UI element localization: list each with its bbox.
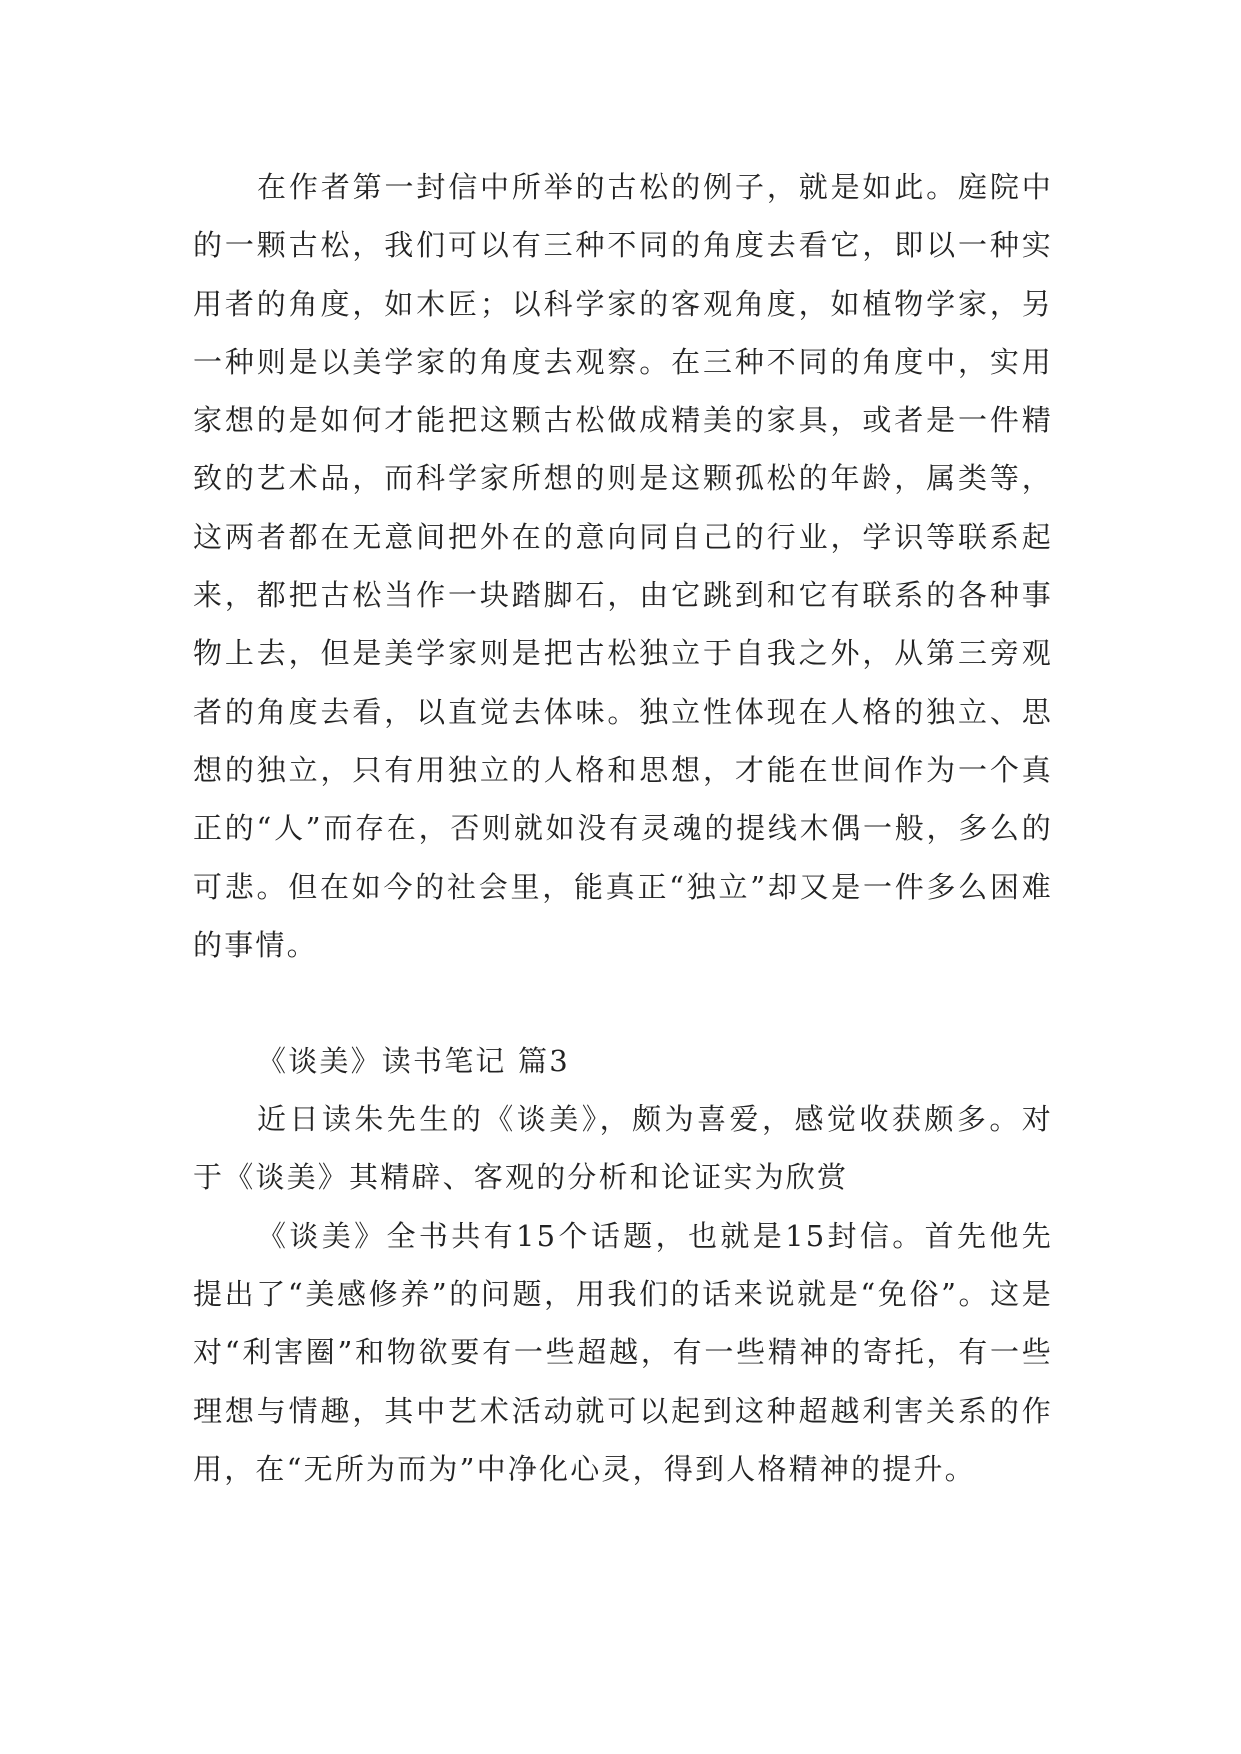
paragraph-fifteen-letters: 《谈美》全书共有15个话题，也就是15封信。首先他先提出了“美感修养”的问题，用我们的话来说就是“免俗”。这是对“利害圈”和物欲要有一些超越，有一些精神的寄托，有一些理想与情趣，其中艺术活动就可以起到这种超越利害关系的作用，在“无所为而为”中净化心灵，得到人格精神的提升。 <box>193 1218 1053 1486</box>
section-3-body <box>193 1090 1053 1498</box>
document-body <box>193 158 1053 1498</box>
paragraph-intro: 近日读朱先生的《谈美》，颇为喜爱，感觉收获颇多。对于《谈美》其精辟、客观的分析和论证实为欣赏 <box>193 1102 1053 1195</box>
paragraph-ancient-pine: 在作者第一封信中所举的古松的例子，就是如此。庭院中的一颗古松，我们可以有三种不同的角度去看它，即以一种实用者的角度，如木匠；以科学家的客观角度，如植物学家，另一种则是以美学家的角度去观察。在三种不同的角度中，实用家想的是如何才能把这颗古松做成精美的家具，或者是一件精致的艺术品，而科学家所想的则是这颗孤松的年龄，属类等，这两者都在无意间把外在的意向同自己的行业，学识等联系起来，都把古松当作一块踏脚石，由它跳到和它有联系的各种事物上去，但是美学家则是把古松独立于自我之外，从第三旁观者的角度去看，以直觉去体味。独立性体现在人格的独立、思想的独立，只有用独立的人格和思想，才能在世间作为一个真正的“人”而存在，否则就如没有灵魂的提线木偶一般，多么的可悲。但在如今的社会里，能真正“独立”却又是一件多么困难的事情。 <box>193 170 1053 962</box>
section-heading: 《谈美》读书笔记 篇3 <box>257 1044 570 1079</box>
section-spacer <box>193 974 1053 1032</box>
